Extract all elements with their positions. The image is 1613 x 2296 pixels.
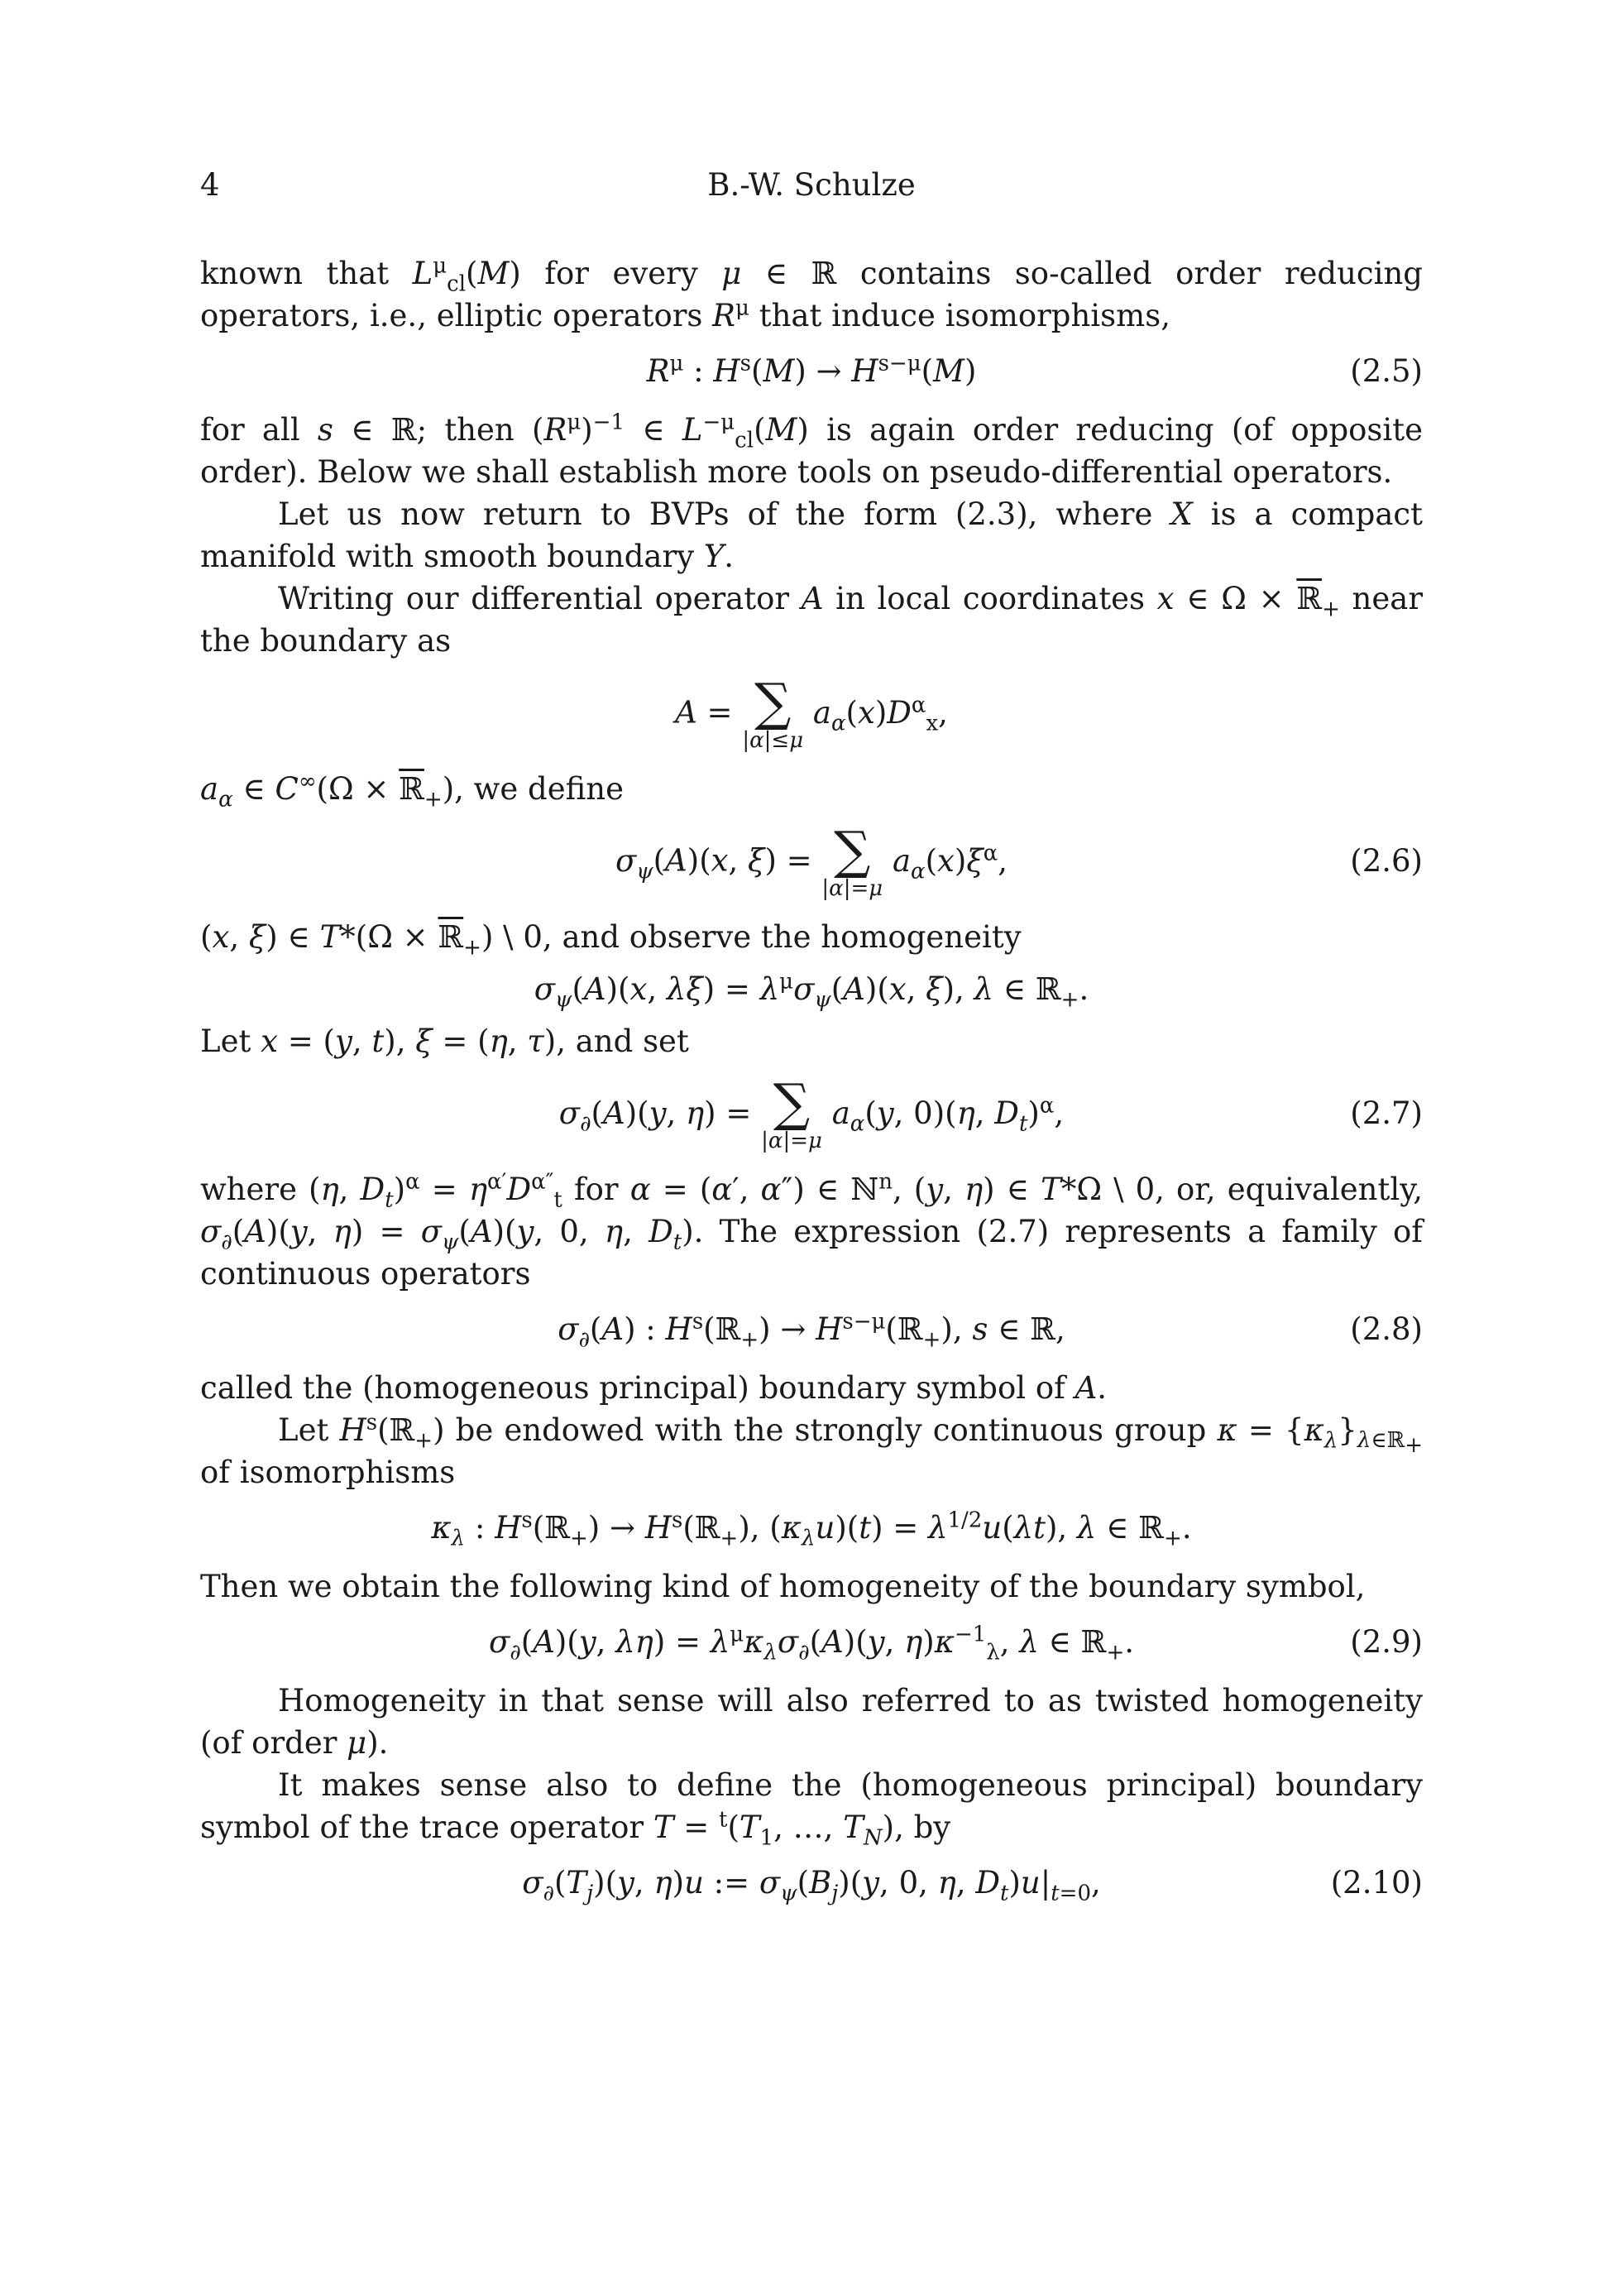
- equation-2-9: $\sigma_\partial(A)(y$, $\lambda\eta) = \lambda^\mu\kappa_\lambda\sigma_\partial(A)(y$, $\eta)\kappa^{-1}_\lambda$, λ ∈ ℝ$_+$. (2.9): [488, 1622, 1423, 1666]
- paragraph-10: Let $H^s(ℝ_+)$ be endowed with the strongly continuous group $\kappa = \{\kappa_\lambda\}_{\lambda\in ℝ_+}$ of isomorphisms: [200, 1410, 1423, 1490]
- paragraph-7: Let x = (y, t), ξ = (η, τ), and set: [200, 1023, 689, 1059]
- body-text: [200, 252, 1423, 1920]
- paragraph-6: (x, ξ) ∈ T*(Ω × ℝ$_+$) \ 0, and observe the homogeneity: [200, 919, 1022, 961]
- equation-2-10: $\sigma_\partial(T_j)(y$, η)u := $\sigma_\psi(B_j)(y$, 0, η, $D_t)u|_{t=0}$, (2.10): [200, 1862, 1423, 1904]
- paragraph-1: known that $L^\mu_{cl}(M)$ for every μ ∈ ℝ contains so-called order reducing operators, i.e., elliptic operators $R^\mu$ that induce isomorphisms,: [200, 253, 1423, 333]
- equation-number: (2.10): [1330, 1865, 1423, 1901]
- equation-number: (2.7): [1350, 1095, 1423, 1131]
- paragraph-4: Writing our differential operator A in local coordinates x ∈ Ω × ℝ$_+$ near the boundary as: [200, 581, 1424, 659]
- equation-2-7: $\sigma_\partial(A)(y$, η) = ∑ |α|=μ $a_\alpha(y$, 0)(η, $D_t)^\alpha$, (2.7): [558, 1072, 1423, 1153]
- page-number: 4: [200, 167, 220, 203]
- equation-number: (2.8): [1350, 1311, 1423, 1347]
- paragraph-8: where (η, $D_t)^\alpha = \eta^{\alpha'}D^{\alpha''}_t$ for α = (α′, α″) ∈ ℕ$^n$, (y, η) ∈ T*Ω \ 0, or, equivalently, $\sigma_\partial(A)(y$, $\eta) = \sigma_\psi(A)(y$, 0, η, $D_t$). The expression (2.7) represents a family of continuous operators: [200, 1169, 1423, 1292]
- paragraph-12: Homogeneity in that sense will also referred to as twisted homogeneity (of order μ).: [200, 1683, 1423, 1761]
- page-header: [200, 167, 1423, 213]
- equation-2-6: $\sigma_\psi(A)(x$, ξ) = ∑ |α|=μ $a_\alpha(x)\xi^\alpha$, (2.6): [615, 820, 1423, 901]
- paragraph-11: Then we obtain the following kind of homogeneity of the boundary symbol,: [200, 1569, 1366, 1604]
- equation-2-5: $R^\mu$ : $H^s(M) \to H^{s-\mu}(M)$ (2.5): [200, 350, 1423, 392]
- equation-homogeneity: $\sigma_\psi(A)(x$, $\lambda\xi) = \lambda^\mu\sigma_\psi(A)(x$, ξ), λ ∈ ℝ$_+$.: [534, 969, 1089, 1013]
- paragraph-9: called the (homogeneous principal) boundary symbol of A.: [200, 1370, 1108, 1406]
- equation-number: (2.5): [1350, 353, 1423, 389]
- paragraph-3: Let us now return to BVPs of the form (2.3), where X is a compact manifold with smooth boundary Y.: [200, 496, 1423, 574]
- equation-number: (2.9): [1350, 1624, 1423, 1660]
- equation-2-8: $\sigma_\partial(A)$ : $H^s(ℝ_+)$ → $H^{s-\mu}(ℝ_+)$, s ∈ ℝ, (2.8): [558, 1309, 1423, 1353]
- paragraph-5: $a_\alpha$ ∈ C∞(Ω × ℝ$_+$), we define: [200, 769, 624, 812]
- running-head: B.-W. Schulze: [707, 167, 916, 203]
- paragraph-2: for all s ∈ ℝ; then $(R^\mu)^{-1}$ ∈ $L^{-\mu}_{cl}(M)$ is again order reducing (of opposite order). Below we shall establish more tools on pseudo-differential operators.: [200, 410, 1424, 490]
- equation-kappa: $\kappa_\lambda$ : $H^s(ℝ_+)$ → $H^s(ℝ_+)$, $(\kappa_\lambda u)(t) = \lambda^{1/2}u(\lambda t)$, λ ∈ ℝ$_+$.: [431, 1507, 1192, 1551]
- equation-A: A = ∑ |α|≤μ $a_\alpha(x)D^\alpha_x$,: [675, 672, 948, 753]
- paragraph-13: It makes sense also to define the (homogeneous principal) boundary symbol of the trace operator $T = ^t(T_1$, …, $T_N$), by: [200, 1767, 1423, 1851]
- equation-number: (2.6): [1350, 843, 1423, 879]
